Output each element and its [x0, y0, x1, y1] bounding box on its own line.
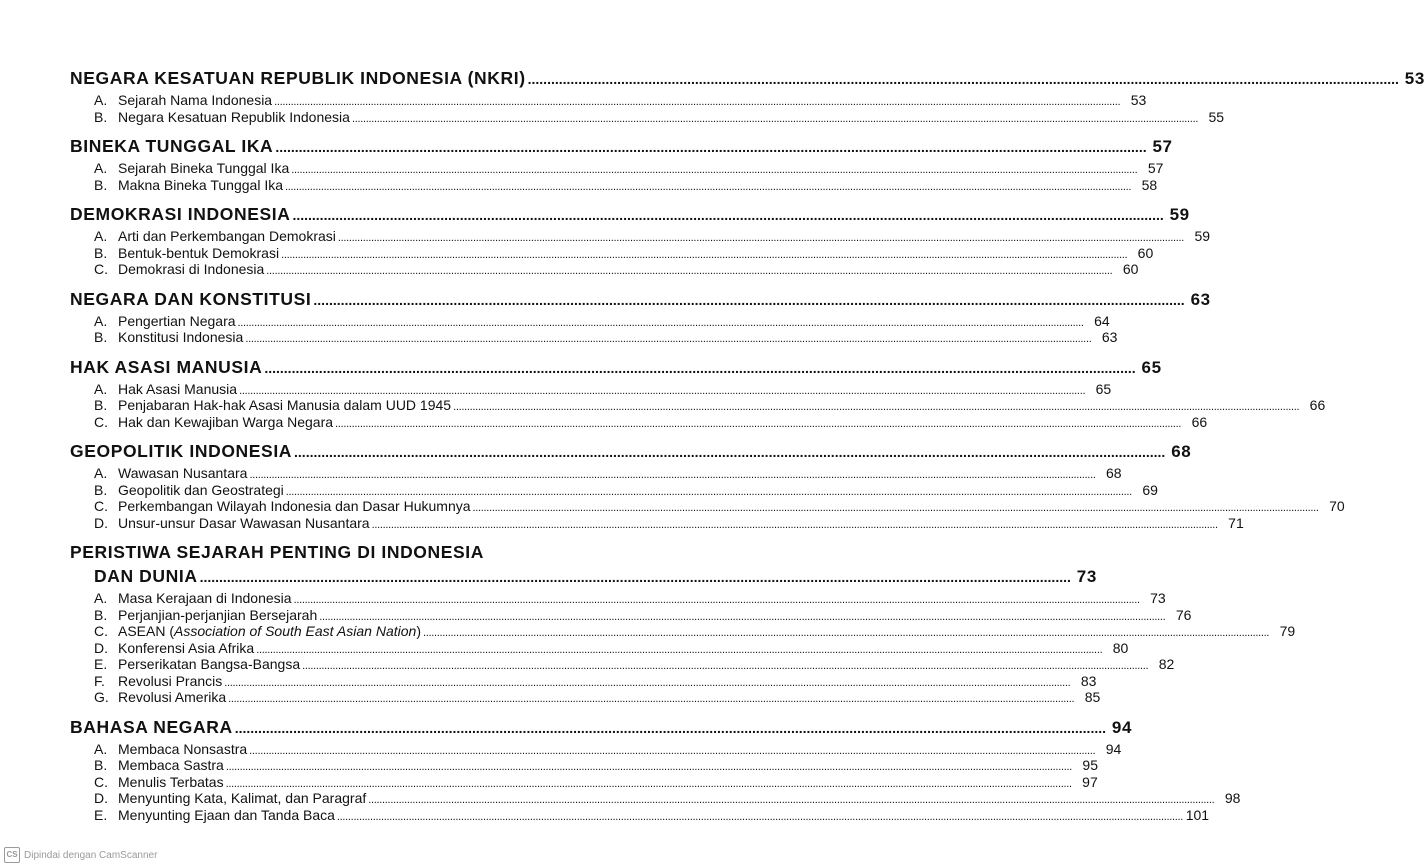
entry-title: Penjabaran Hak-hak Asasi Manusia dalam UUD 1945	[118, 397, 452, 413]
entry-title-prefix: ASEAN (	[118, 623, 175, 639]
chapter-title: NEGARA KESATUAN REPUBLIK INDONESIA (NKRI)	[70, 68, 526, 88]
leader-dots	[313, 288, 1184, 313]
entry-letter: B.	[94, 606, 108, 623]
leader-dots	[264, 356, 1135, 381]
chapter-heading	[70, 715, 1132, 740]
entry-letter: E.	[94, 656, 108, 672]
entry-letter: B.	[94, 244, 108, 261]
chapter-page-number: 65	[1141, 357, 1162, 377]
leader-dots	[319, 609, 1165, 626]
toc-entry	[70, 261, 1139, 278]
leader-dots	[238, 315, 1084, 332]
entry-title: Negara Kesatuan Republik Indonesia	[118, 108, 350, 125]
chapter-title: NEGARA DAN KONSTITUSI	[70, 288, 312, 309]
leader-dots	[249, 743, 1095, 760]
leader-dots	[528, 67, 1399, 92]
leader-dots	[294, 440, 1165, 465]
entry-page-number: 58	[1141, 176, 1158, 193]
entry-title: Sejarah Nama Indonesia	[118, 92, 273, 108]
toc-entry	[70, 481, 1158, 499]
entry-page-number: 65	[1095, 380, 1112, 397]
entry-letter: C.	[94, 261, 108, 277]
entry-page-number: 69	[1142, 481, 1158, 498]
leader-dots	[224, 675, 1070, 692]
leader-dots	[368, 792, 1214, 809]
leader-dots	[275, 135, 1146, 160]
toc-entry	[70, 740, 1122, 758]
chapter-heading	[70, 66, 1425, 91]
entry-letter: A.	[94, 740, 108, 757]
leader-dots	[338, 230, 1184, 247]
entry-title: Konferensi Asia Afrika	[118, 639, 255, 656]
chapter-title: HAK ASASI MANUSIA	[70, 356, 263, 377]
toc-entry	[70, 465, 1122, 482]
leader-dots	[337, 809, 1183, 826]
entry-title: Konstitusi Indonesia	[118, 329, 244, 345]
leader-dots	[423, 625, 1269, 642]
entry-title-suffix: )	[416, 623, 421, 639]
scanner-watermark	[4, 847, 157, 863]
chapter-heading	[70, 439, 1192, 464]
leader-dots	[294, 592, 1140, 609]
entry-letter: B.	[94, 757, 108, 773]
toc-entry	[70, 757, 1098, 774]
entry-page-number: 73	[1150, 590, 1166, 606]
toc-entry	[70, 108, 1225, 126]
entry-page-number: 94	[1105, 740, 1122, 757]
chapter-heading	[70, 134, 1173, 159]
entry-page-number: 95	[1082, 757, 1098, 773]
leader-dots	[473, 500, 1319, 517]
entry-page-number: 66	[1309, 397, 1326, 413]
entry-page-number: 101	[1185, 806, 1210, 823]
entry-page-number: 57	[1147, 160, 1164, 176]
entry-page-number: 80	[1112, 639, 1129, 656]
toc-entry	[70, 590, 1166, 607]
entry-page-number: 53	[1130, 92, 1147, 108]
entry-letter: C.	[94, 773, 108, 790]
toc-entry	[70, 806, 1210, 824]
chapter-heading	[70, 287, 1211, 312]
entry-page-number: 68	[1106, 465, 1122, 481]
entry-letter: C.	[94, 498, 108, 514]
toc-entry	[70, 244, 1154, 262]
entry-title: Masa Kerajaan di Indonesia	[118, 590, 292, 606]
toc-entry	[70, 606, 1192, 624]
entry-page-number: 66	[1191, 413, 1208, 430]
chapter-title: GEOPOLITIK INDONESIA	[70, 441, 293, 461]
entry-title: Demokrasi di Indonesia	[118, 261, 265, 277]
entry-letter: B.	[94, 108, 108, 125]
leader-dots	[256, 642, 1102, 659]
entry-letter: A.	[94, 228, 108, 244]
chapter-page-number: 53	[1404, 69, 1425, 88]
leader-dots	[249, 467, 1095, 484]
toc-entry	[70, 312, 1110, 330]
leader-dots	[302, 658, 1148, 675]
leader-dots	[352, 111, 1198, 128]
leader-dots	[235, 716, 1106, 741]
chapter-page-number: 73	[1076, 567, 1097, 586]
entry-page-number: 63	[1101, 329, 1118, 345]
chapter-heading	[70, 355, 1162, 380]
entry-letter: D.	[94, 790, 108, 806]
leader-dots	[285, 179, 1131, 196]
chapter-page-number: 59	[1169, 205, 1190, 224]
chapter-title: BINEKA TUNGGAL IKA	[70, 136, 274, 156]
entry-page-number: 64	[1094, 312, 1110, 329]
leader-dots	[453, 399, 1299, 416]
watermark-text: Dipindai dengan CamScanner	[24, 849, 158, 861]
toc-entry	[70, 397, 1326, 414]
entry-letter: C.	[94, 413, 108, 430]
entry-letter: F.	[94, 672, 105, 689]
entry-letter: A.	[94, 92, 108, 108]
leader-dots	[335, 416, 1181, 433]
camscanner-logo-icon: CS	[4, 847, 20, 863]
entry-page-number: 71	[1228, 514, 1244, 531]
entry-page-number: 98	[1224, 790, 1241, 806]
entry-title: Revolusi Amerika	[118, 689, 227, 705]
entry-title: Membaca Nonsastra	[118, 740, 248, 757]
entry-page-number: 60	[1122, 261, 1139, 277]
entry-title: Revolusi Prancis	[118, 672, 223, 689]
entry-title: Pengertian Negara	[118, 312, 236, 329]
leader-dots	[266, 263, 1112, 280]
entry-page-number: 70	[1329, 498, 1345, 514]
leader-dots	[226, 759, 1072, 776]
entry-letter: A.	[94, 160, 108, 176]
entry-title: Menyunting Ejaan dan Tanda Baca	[118, 806, 335, 823]
chapter-title-line-1: PERISTIWA SEJARAH PENTING DI INDONESIA	[70, 542, 485, 562]
entry-page-number: 83	[1080, 672, 1097, 689]
entry-title: Hak dan Kewajiban Warga Negara	[118, 413, 334, 430]
toc-entry	[70, 689, 1101, 706]
chapter-page-number: 68	[1171, 442, 1192, 461]
entry-letter: B.	[94, 176, 108, 193]
leader-dots	[228, 691, 1074, 708]
entry-title: Perjanjian-perjanjian Bersejarah	[118, 606, 318, 623]
chapter-page-number: 94	[1111, 717, 1132, 737]
entry-letter: B.	[94, 329, 108, 345]
toc-entry	[70, 413, 1208, 431]
toc-entry	[70, 514, 1244, 532]
toc-entry	[70, 656, 1175, 673]
entry-letter: C.	[94, 623, 108, 639]
entry-letter: G.	[94, 689, 109, 705]
entry-title: Perkembangan Wilayah Indonesia dan Dasar Hukumnya	[118, 498, 471, 514]
entry-page-number: 79	[1279, 623, 1296, 639]
entry-title: Bentuk-bentuk Demokrasi	[118, 244, 280, 261]
entry-letter: A.	[94, 590, 108, 606]
entry-title: Wawasan Nusantara	[118, 465, 248, 481]
toc-entry	[70, 672, 1097, 690]
entry-page-number: 82	[1158, 656, 1175, 672]
entry-page-number: 97	[1082, 773, 1098, 790]
entry-letter: E.	[94, 806, 108, 823]
entry-letter: B.	[94, 481, 108, 498]
entry-page-number: 59	[1194, 228, 1211, 244]
toc-entry	[70, 329, 1118, 346]
leader-dots	[291, 162, 1137, 179]
entry-title: Membaca Sastra	[118, 757, 224, 773]
leader-dots	[292, 203, 1163, 228]
entry-title: Arti dan Perkembangan Demokrasi	[118, 228, 336, 244]
entry-title-italic: Association of South East Asian Nation	[174, 623, 417, 639]
toc-entry	[70, 639, 1129, 657]
toc-entry	[70, 623, 1296, 640]
toc-entry	[70, 176, 1158, 194]
chapter-page-number: 57	[1152, 137, 1173, 156]
entry-letter: B.	[94, 397, 108, 413]
toc-entry	[70, 92, 1147, 109]
toc-entry	[70, 498, 1345, 515]
leader-dots	[245, 331, 1091, 348]
entry-title	[118, 623, 421, 640]
entry-title: Menulis Terbatas	[118, 773, 224, 790]
toc-entry	[70, 228, 1211, 245]
entry-page-number: 55	[1208, 108, 1225, 125]
entry-letter: D.	[94, 514, 108, 531]
chapter-heading	[70, 564, 1097, 589]
chapter-heading	[70, 202, 1190, 227]
entry-title: Sejarah Bineka Tunggal Ika	[118, 160, 290, 176]
entry-title: Makna Bineka Tunggal Ika	[118, 176, 283, 193]
entry-title: Hak Asasi Manusia	[118, 380, 238, 397]
entry-letter: A.	[94, 312, 108, 329]
leader-dots	[281, 247, 1127, 264]
toc-entry	[70, 380, 1112, 398]
chapter-title: DEMOKRASI INDONESIA	[70, 204, 291, 224]
entry-page-number: 76	[1175, 606, 1192, 623]
chapter-title: BAHASA NEGARA	[70, 716, 233, 737]
leader-dots	[372, 517, 1218, 534]
entry-title: Menyunting Kata, Kalimat, dan Paragraf	[118, 790, 367, 806]
entry-title: Unsur-unsur Dasar Wawasan Nusantara	[118, 514, 370, 531]
table-of-contents	[70, 66, 1425, 823]
toc-entry	[70, 160, 1164, 177]
entry-letter: A.	[94, 465, 108, 481]
leader-dots	[200, 565, 1071, 590]
entry-page-number: 60	[1137, 244, 1154, 261]
entry-page-number: 85	[1084, 689, 1101, 705]
entry-title: Geopolitik dan Geostrategi	[118, 481, 284, 498]
entry-letter: D.	[94, 639, 108, 656]
chapter-page-number: 63	[1190, 289, 1211, 309]
toc-entry	[70, 790, 1241, 807]
leader-dots	[274, 94, 1120, 111]
toc-entry	[70, 773, 1098, 791]
chapter-title-line-2: DAN DUNIA	[94, 566, 198, 586]
entry-title: Perserikatan Bangsa-Bangsa	[118, 656, 301, 672]
entry-letter: A.	[94, 380, 108, 397]
